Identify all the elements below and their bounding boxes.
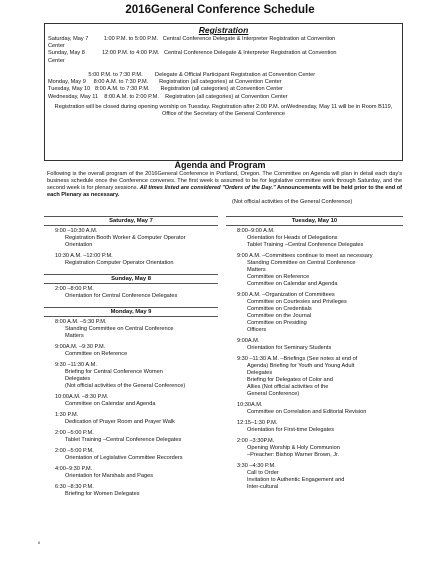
schedule-event — [44, 394, 218, 408]
event-time: 8:00–9:00 A.M. — [237, 228, 275, 234]
event-description: –Preacher: Bishop Warner Brown, Jr. — [247, 452, 340, 458]
event-description: Committee on Courtesies and Privileges — [247, 299, 347, 305]
page-title: 2016General Conference Schedule — [125, 4, 315, 16]
event-description: Committee on Calendar and Agenda — [247, 281, 338, 287]
event-time: 10:30 A.M. –12:00 P.M. — [55, 253, 113, 259]
schedule-event — [44, 253, 218, 267]
event-description: General Conference) — [247, 391, 300, 397]
registration-closing-note: Registration will be closed during opening worship on Tuesday. Registration after 2:00 P.M. onWednesday, May 11 will be in Room B119, Office of the Secretary of the General Conference — [54, 103, 393, 118]
event-description: Standing Committee on Central Conference — [65, 326, 174, 332]
event-time: 2:00 –8:00 P.M. — [55, 286, 94, 292]
event-time: 9:00A.M. –9:30 P.M. — [55, 344, 106, 350]
agenda-intro-text: Following is the overall program of the 2016General Conference in Portland, Oregon. The Committee on Agenda will plan in detail each day's business schedule once the Conference convenes. The first week is assumed to be for legislative committee work through Saturday, and the second week is for plenary sessions. — [47, 171, 402, 191]
day-heading: Monday, May 9 — [44, 307, 218, 317]
event-time: 3:30 –4:30 P.M. — [237, 463, 276, 469]
event-time: 9:00 A.M. –Committees continue to meet as necessary — [237, 253, 373, 259]
event-description: Orientation of Legislative Committee Recorders — [65, 455, 183, 461]
registration-line: Sunday, May 8 12:00 P.M. to 4:00 P.M. Central Conference Delegate & Interpreter Registration at Convention — [48, 50, 337, 57]
event-time: 6:30 –8:30 P.M. — [55, 484, 94, 490]
schedule-event — [226, 438, 403, 459]
registration-box — [44, 23, 403, 161]
schedule-event — [226, 228, 403, 249]
event-description: Briefing for Delegates of Color and — [247, 377, 333, 383]
event-description: Delegates — [247, 370, 273, 376]
event-description: Inter-cultural — [247, 484, 279, 490]
event-time: 9:00A.M. — [237, 338, 260, 344]
schedule-event — [44, 362, 218, 390]
event-description: Orientation for First-time Delegates — [247, 427, 335, 433]
event-time: 12:15–1:30 P.M. — [237, 420, 278, 426]
event-description: Committee on Correlation and Editorial Revision — [247, 409, 367, 415]
registration-line: Center — [48, 43, 65, 50]
event-time: 2:00 –5:00 P.M. — [55, 448, 94, 454]
schedule-event — [44, 430, 218, 444]
registration-line: Saturday, May 7 1:00 P.M. to 5:00 P.M. Central Conference Delegate & Interpreter Registration at Convention — [48, 36, 336, 42]
event-description: Call to Order — [247, 470, 279, 476]
event-description: Invitation to Authentic Engagement and — [247, 477, 345, 483]
event-time: 2:00 –5:00 P.M. — [55, 430, 94, 436]
event-time: 9:00 A.M. –Organization of Committees — [237, 292, 335, 298]
event-description: Matters — [65, 333, 84, 339]
registration-line: Center — [48, 57, 65, 64]
event-description: Committee on Reference — [65, 351, 128, 357]
agenda-intro — [47, 171, 402, 199]
right-schedule-column — [226, 216, 403, 559]
event-description: Dedication of Prayer Room and Prayer Walk — [65, 419, 175, 425]
registration-line: Tuesday, May 10 8:00 A.M. to 7:30 P.M. Registration (all categories) at Convention Center — [48, 86, 283, 93]
schedule-event — [44, 319, 218, 340]
event-description: Delegates — [65, 376, 91, 382]
event-description: Registration Computer Operator Orientation — [65, 260, 174, 266]
day-heading: Tuesday, May 10 — [226, 216, 403, 226]
event-description: Briefing for Central Conference Women — [65, 369, 163, 375]
event-time: 9:00 –10:30 A.M. — [55, 228, 98, 234]
event-description: Orientation for Central Conference Delegates — [65, 293, 178, 299]
event-description: Committee on Reference — [247, 274, 310, 280]
registration-line: 5:00 P.M. to 7:30 P.M. Delegate & Official Participant Registration at Convention Center — [48, 72, 316, 78]
event-description: Briefing for Women Delegates — [65, 491, 140, 497]
schedule-event — [44, 412, 218, 426]
schedule-event — [226, 356, 403, 398]
event-description: Orientation for Marshals and Pages — [65, 473, 153, 479]
schedule-event — [226, 253, 403, 288]
event-time: 10:30A.M. — [237, 402, 263, 408]
event-description: Standing Committee on Central Conference — [247, 260, 356, 266]
not-official-note: (Not official activities of the General Conference) — [232, 199, 353, 205]
event-description: Allies (Not official activities of the — [247, 384, 329, 390]
event-time: 9:30 –11:30 A.M. — [55, 362, 97, 368]
day-spacer — [226, 495, 403, 498]
schedule-event — [226, 420, 403, 434]
schedule-event — [44, 344, 218, 358]
agenda-intro-announcements: Announcements will be held prior to the end of each Plenary as necessary. — [47, 185, 402, 198]
event-time: 8:00 A.M. –5:30 P.M. — [55, 319, 107, 325]
event-time: 1:30 P.M. — [55, 412, 79, 418]
left-schedule-column — [44, 216, 218, 559]
registration-gap — [48, 65, 399, 72]
registration-title: Registration — [198, 25, 249, 35]
schedule-event — [226, 338, 403, 352]
event-description: Committee on Calendar and Agenda — [65, 401, 156, 407]
agenda-title: Agenda and Program — [174, 160, 266, 170]
event-description: Orientation — [65, 242, 93, 248]
event-time: 10:00A.M. –8:30 P.M. — [55, 394, 109, 400]
schedule-event — [44, 228, 218, 249]
event-time: 4:00–9:30 P.M. — [55, 466, 93, 472]
event-description: Orientation for Seminary Students — [247, 345, 332, 351]
event-description: Tablet Training –Central Conference Delegates — [247, 242, 364, 248]
schedule-event — [226, 292, 403, 334]
schedule-event — [226, 463, 403, 491]
registration-lines — [45, 35, 402, 101]
event-description: Tablet Training –Central Conference Delegates — [65, 437, 182, 443]
event-description: Orientation for Heads of Delegations — [247, 235, 338, 241]
agenda-intro-emphasis: All times listed are considered "Orders of the Day." — [139, 185, 276, 191]
registration-line: Wednesday, May 11 8:00 A.M. to 2:00 P.M. Registration (all categories) at Convention Center — [48, 93, 288, 100]
day-spacer — [44, 502, 218, 505]
schedule-event — [44, 466, 218, 480]
event-description: Committee on Presiding — [247, 320, 307, 326]
schedule-event — [44, 286, 218, 300]
event-description: Registration Booth Worker & Computer Operator — [65, 235, 186, 241]
event-description: (Not official activities of the General Conference) — [65, 383, 186, 389]
day-heading: Saturday, May 7 — [44, 216, 218, 226]
event-description: Committee on Credentials — [247, 306, 312, 312]
registration-line: Monday, May 9 8:00 A.M. to 7:30 P.M. Registration (all categories) at Convention Center — [48, 79, 282, 86]
page-marker: 8 — [38, 540, 41, 545]
schedule-event — [44, 448, 218, 462]
schedule-event — [44, 484, 218, 498]
event-description: Committee on the Journal — [247, 313, 312, 319]
day-heading: Sunday, May 8 — [44, 274, 218, 284]
event-time: 2:00 –3:30P.M. — [237, 438, 275, 444]
event-description: Officers — [247, 327, 267, 333]
event-time: 9:30 –11:30 A.M. –Briefings (See notes at end of — [237, 356, 358, 362]
event-description: Agenda) Briefing for Youth and Young Adult — [247, 363, 355, 369]
schedule-event — [226, 402, 403, 416]
event-description: Matters — [247, 267, 266, 273]
event-description: Opening Worship & Holy Communion — [247, 445, 340, 451]
